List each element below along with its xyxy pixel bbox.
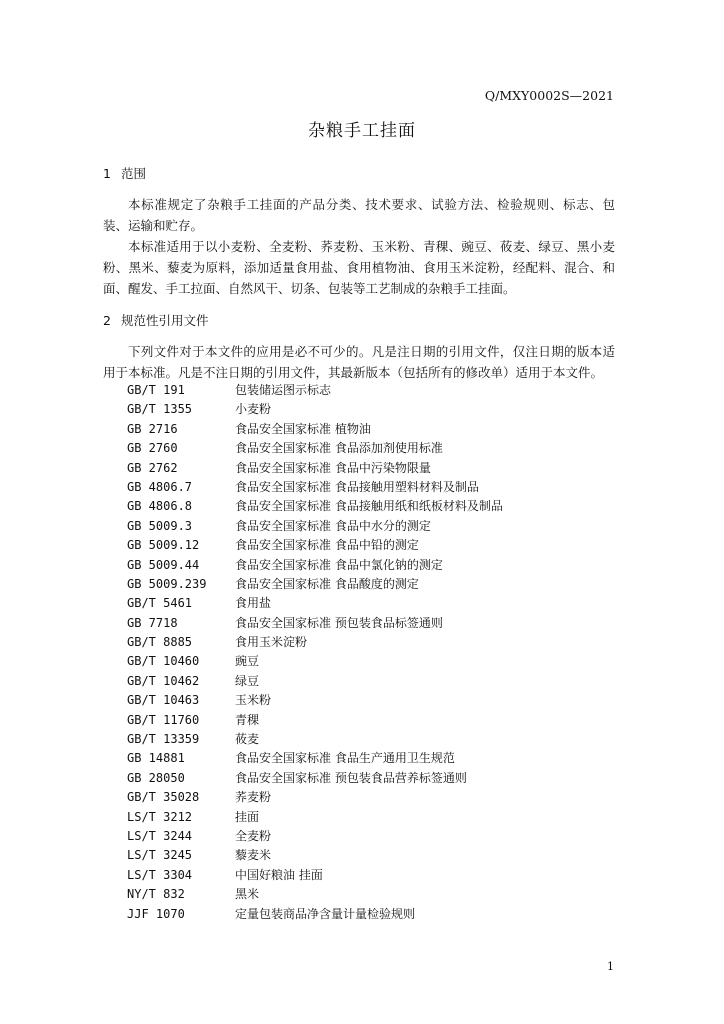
document-title: 杂粮手工挂面 [308, 121, 416, 141]
references-intro-paragraph: 下列文件对于本文件的应用是必不可少的。凡是注日期的引用文件，仅注日期的版本适用于本标准。凡是不注日期的引用文件，其最新版本（包括所有的修改单）适用于本文件。 [103, 344, 615, 380]
reference-item [127, 827, 503, 846]
reference-title: 食品安全国家标准 食品中污染物限量 [235, 460, 431, 475]
reference-item [127, 478, 503, 497]
reference-title: 食品安全国家标准 食品中铅的测定 [235, 538, 419, 553]
reference-item [127, 711, 503, 730]
reference-code: GB/T 5461 [127, 596, 193, 611]
reference-title: 定量包装商品净含量计量检验规则 [235, 906, 416, 921]
reference-item [127, 594, 503, 613]
reference-title: 莜麦 [235, 732, 260, 747]
reference-code: GB 5009.3 [127, 518, 193, 533]
reference-title: 青稞 [235, 712, 260, 727]
reference-code: GB/T 8885 [127, 635, 193, 650]
reference-code: GB/T 10463 [127, 693, 200, 708]
reference-code: LS/T 3244 [127, 828, 193, 843]
reference-code: GB/T 10460 [127, 654, 200, 669]
reference-title: 食品安全国家标准 植物油 [235, 421, 371, 436]
reference-title: 绿豆 [235, 673, 260, 688]
reference-code: LS/T 3304 [127, 867, 193, 882]
reference-code: GB/T 13359 [127, 732, 200, 747]
reference-item [127, 381, 503, 400]
reference-item [127, 633, 503, 652]
reference-item [127, 497, 503, 516]
reference-title: 黑米 [235, 887, 260, 902]
reference-title: 中国好粮油 挂面 [235, 867, 323, 882]
reference-code: GB 4806.8 [127, 499, 193, 514]
reference-code: GB 4806.7 [127, 479, 193, 494]
reference-title: 食品安全国家标准 预包装食品营养标签通则 [235, 770, 467, 785]
reference-title: 食品安全国家标准 预包装食品标签通则 [235, 615, 443, 630]
reference-item [127, 691, 503, 710]
reference-code: GB 28050 [127, 770, 185, 785]
reference-item [127, 517, 503, 536]
reference-item [127, 400, 503, 419]
scope-paragraph-2: 本标准适用于以小麦粉、全麦粉、荞麦粉、玉米粉、青稞、豌豆、莜麦、绿豆、黑小麦粉、黑米、藜麦为原料，添加适量食用盐、食用植物油、食用玉米淀粉，经配料、混合、和面、醒发、手工拉面、自然风干、切条、包装等工艺制成的杂粮手工挂面。 [103, 239, 615, 296]
section-title: 规范性引用文件 [121, 313, 209, 328]
reference-code: GB/T 11760 [127, 712, 200, 727]
section-heading-scope [103, 164, 146, 182]
reference-title: 食品安全国家标准 食品中水分的测定 [235, 518, 431, 533]
reference-item [127, 788, 503, 807]
reference-item [127, 846, 503, 865]
section-title: 范围 [121, 166, 147, 181]
reference-code: GB 14881 [127, 751, 185, 766]
reference-code: GB 5009.12 [127, 538, 200, 553]
reference-item [127, 439, 503, 458]
reference-item [127, 575, 503, 594]
reference-title: 食品安全国家标准 食品接触用纸和纸板材料及制品 [235, 499, 503, 514]
reference-item [127, 730, 503, 749]
reference-title: 食品安全国家标准 食品生产通用卫生规范 [235, 751, 455, 766]
standard-code: Q/MXY0002S—2021 [484, 88, 614, 103]
reference-code: GB/T 191 [127, 383, 185, 397]
reference-code: NY/T 832 [127, 887, 185, 902]
reference-title: 小麦粉 [235, 402, 272, 417]
reference-list [127, 381, 503, 924]
reference-title: 藜麦米 [235, 848, 272, 863]
reference-item [127, 672, 503, 691]
reference-item [127, 866, 503, 885]
reference-title: 挂面 [235, 809, 260, 824]
reference-code: JJF 1070 [127, 906, 185, 921]
reference-title: 荞麦粉 [235, 790, 272, 805]
reference-item [127, 459, 503, 478]
reference-title: 食品安全国家标准 食品接触用塑料材料及制品 [235, 479, 479, 494]
reference-code: GB/T 1355 [127, 402, 193, 417]
reference-code: GB 2716 [127, 421, 178, 436]
scope-paragraph-1: 本标准规定了杂粮手工挂面的产品分类、技术要求、试验方法、检验规则、标志、包装、运输和贮存。 [103, 197, 615, 233]
reference-item [127, 556, 503, 575]
reference-code: GB 2760 [127, 441, 178, 456]
reference-code: LS/T 3212 [127, 809, 193, 824]
reference-code: LS/T 3245 [127, 848, 193, 863]
reference-title: 包装储运图示标志 [235, 383, 332, 397]
section-heading-normative-references [103, 311, 209, 329]
reference-item [127, 769, 503, 788]
page-number: 1 [607, 960, 614, 973]
reference-item [127, 652, 503, 671]
reference-item [127, 885, 503, 904]
reference-code: GB 5009.44 [127, 557, 200, 572]
reference-item [127, 420, 503, 439]
reference-title: 全麦粉 [235, 828, 272, 843]
reference-title: 豌豆 [235, 654, 260, 669]
reference-item [127, 614, 503, 633]
reference-item [127, 536, 503, 555]
reference-title: 食用玉米淀粉 [235, 635, 308, 650]
reference-code: GB/T 35028 [127, 790, 200, 805]
reference-title: 食品安全国家标准 食品酸度的测定 [235, 576, 419, 591]
reference-title: 食品安全国家标准 食品添加剂使用标准 [235, 441, 443, 456]
reference-item [127, 905, 503, 924]
reference-title: 食用盐 [235, 596, 272, 611]
reference-title: 食品安全国家标准 食品中氯化钠的测定 [235, 557, 443, 572]
section-number: 2 [103, 313, 111, 328]
reference-code: GB 5009.239 [127, 576, 207, 591]
reference-code: GB 7718 [127, 615, 178, 630]
section-number: 1 [103, 166, 111, 181]
reference-code: GB/T 10462 [127, 673, 200, 688]
reference-code: GB 2762 [127, 460, 178, 475]
reference-title: 玉米粉 [235, 693, 272, 708]
reference-item [127, 749, 503, 768]
reference-item [127, 808, 503, 827]
